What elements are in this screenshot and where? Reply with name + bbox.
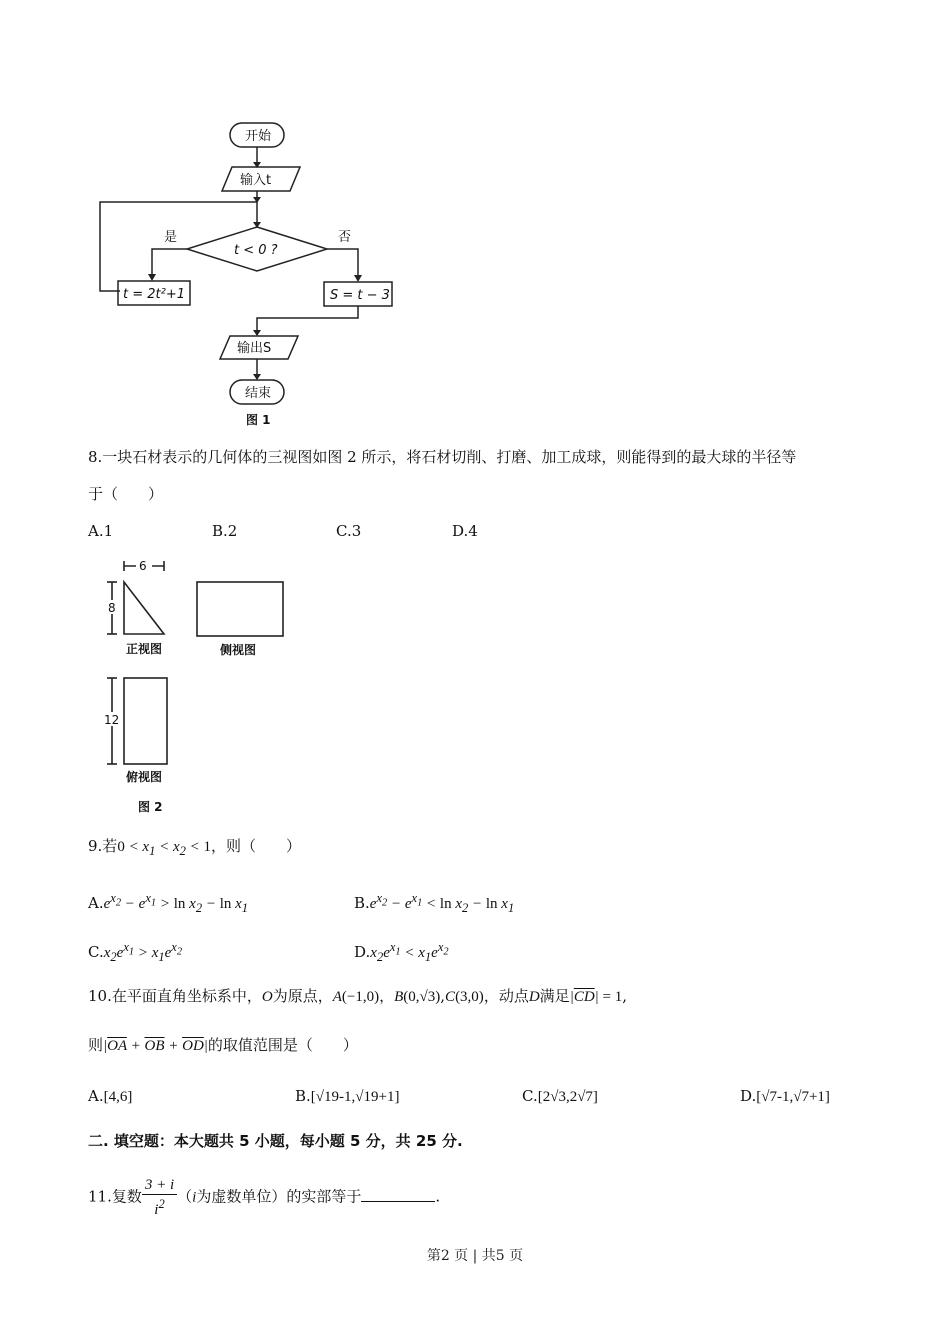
q9-option-b: $B.e^{x_2} - e^{x_1} < \ln x_2 - \ln x_1$: [354, 891, 515, 915]
front-view-shape: [124, 582, 164, 634]
q8-stem-line1: 8.一块石材表示的几何体的三视图如图 2 所示，将石材切削、打磨、加工成球，则能得到的最大球的半径等: [88, 448, 797, 466]
q8-option-d: D.4: [452, 522, 478, 540]
dim-width-label: 6: [139, 559, 147, 573]
dim-length-label: 12: [104, 713, 120, 727]
flowchart-figure: [90, 115, 420, 435]
q9-condition: $0 < x_1 < x_2 < 1$: [117, 839, 211, 858]
q10-option-d: D.[√7-1,√7+1]: [740, 1087, 830, 1105]
dim-height-label: 8: [108, 601, 116, 615]
q10-option-b: B.[√19-1,√19+1]: [295, 1087, 400, 1105]
side-view-shape: [197, 582, 283, 636]
flowchart-output-label: 输出S: [237, 341, 272, 356]
side-view-label: 侧视图: [220, 643, 257, 657]
three-views-figure: [96, 550, 356, 820]
q8-option-c: C.3: [336, 522, 362, 540]
top-view-label: 俯视图: [126, 770, 163, 784]
flowchart-start-label: 开始: [245, 129, 272, 144]
flowchart-no-label: 否: [338, 230, 352, 245]
flowchart-caption: 图 1: [246, 413, 271, 427]
q9-stem-prefix: 9.若: [88, 837, 118, 855]
front-view-label: 正视图: [126, 642, 163, 656]
q11-answer-blank[interactable]: [361, 1187, 435, 1202]
flowchart-left-box-label: t = 2t²+1: [123, 287, 185, 302]
q10-stem-line2: 则$|\overline{OA} + \overline{OB} + \overline{OD}|$的取值范围是（ ）: [88, 1036, 358, 1054]
flowchart-condition-label: t < 0 ?: [234, 243, 278, 258]
q9-option-d: $D.x_2e^{x_1} < x_1e^{x_2}$: [354, 940, 449, 964]
q9-option-c: $C.x_2e^{x_1} > x_1e^{x_2}$: [88, 940, 183, 964]
figure2-caption: 图 2: [138, 800, 163, 814]
q11-fraction: $\frac{3 + i}{i^2}$: [142, 1176, 177, 1219]
section2-title: 二. 填空题：本大题共 5 小题，每小题 5 分，共 25 分.: [88, 1132, 463, 1150]
page-footer: 第2 页 | 共5 页: [426, 1248, 524, 1264]
q11-stem: 11.复数 $\frac{3 + i}{i^2}$ （i为虚数单位）的实部等于 .: [88, 1177, 441, 1218]
q9-stem-suffix: ，则（ ）: [211, 837, 302, 855]
flowchart-yes-label: 是: [164, 230, 178, 245]
q8-option-a: A.1: [88, 522, 114, 540]
q10-stem-line1: 10.在平面直角坐标系中，O为原点，A(−1,0)，B(0,√3),C(3,0)，动点D满足$|\overline{CD}| = 1$,: [88, 987, 628, 1005]
q8-stem-line2: 于（ ）: [88, 485, 164, 503]
flowchart-end-label: 结束: [245, 386, 272, 401]
flowchart-right-box-label: S = t − 3: [330, 288, 390, 303]
top-view-shape: [124, 678, 167, 764]
flowchart-input-label: 输入t: [240, 173, 272, 188]
q10-option-a: A.[4,6]: [88, 1087, 133, 1105]
q9-stem: [88, 836, 301, 861]
q8-option-b: B.2: [212, 522, 238, 540]
q10-option-c: C.[2√3,2√7]: [522, 1087, 598, 1105]
q9-option-a: $A.e^{x_2} - e^{x_1} > \ln x_2 - \ln x_1$: [88, 891, 249, 915]
